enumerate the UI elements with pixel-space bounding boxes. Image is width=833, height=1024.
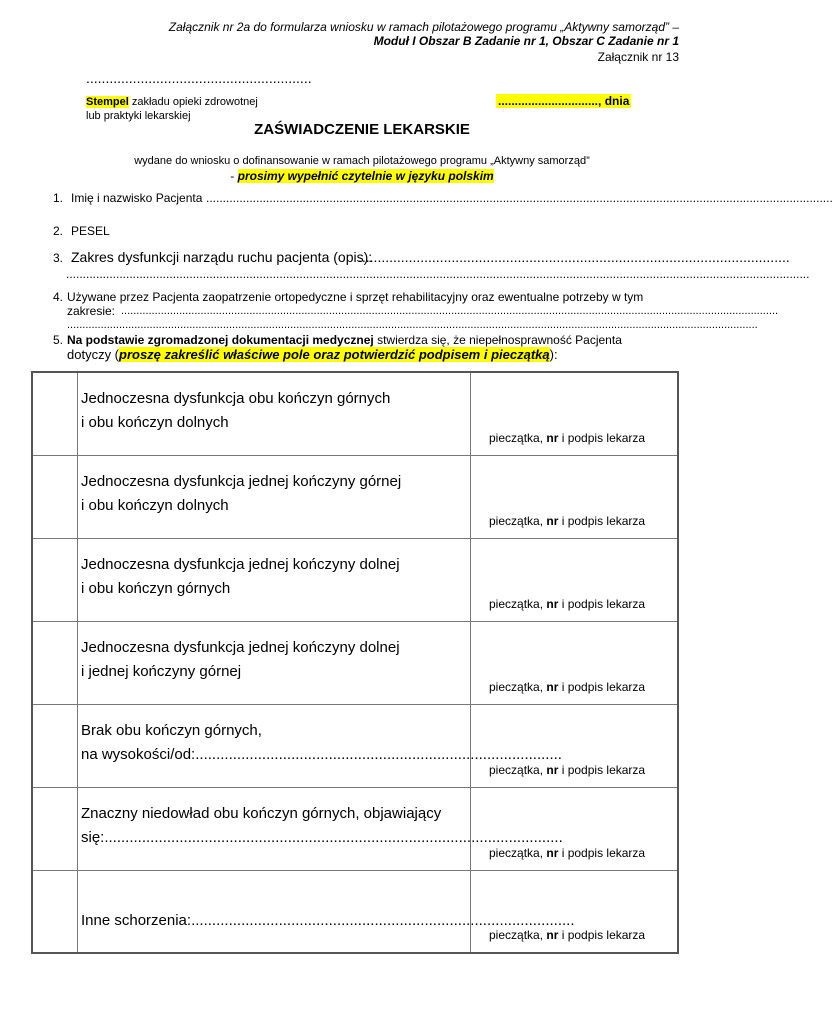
signature-label: pieczątka, nr i podpis lekarza <box>489 596 646 611</box>
option-row <box>32 621 678 704</box>
signature-field[interactable] <box>471 787 679 870</box>
option-text-line1: Brak obu kończyn górnych, <box>81 721 262 739</box>
option-row <box>32 787 678 870</box>
option-text-line2: się: .............................................................................................................. <box>81 826 470 850</box>
signature-field[interactable] <box>471 870 679 953</box>
stempel-highlight: Stempel <box>86 96 129 108</box>
option-text-line1: Jednoczesna dysfunkcja obu kończyn górnych <box>81 390 391 407</box>
fill-instruction-highlight: prosimy wypełnić czytelnie w języku polskim <box>237 169 494 183</box>
signature-field[interactable] <box>471 704 679 787</box>
disability-scope-input-1[interactable]: ............................................................................................................... <box>358 249 790 265</box>
signature-label: pieczątka, nr i podpis lekarza <box>489 845 646 860</box>
stamp-label-line2: lub praktyki lekarskiej <box>86 110 191 122</box>
attachment-number: Załącznik nr 13 <box>597 50 679 64</box>
field-4-number: 4. <box>53 290 64 304</box>
field-5-number: 5. <box>53 333 64 347</box>
option-text-line2: i jednej kończyny górnej <box>81 662 242 680</box>
field-3-label: Zakres dysfunkcji narządu ruchu pacjenta (opis): <box>71 249 373 265</box>
fill-instruction: - prosimy wypełnić czytelnie w języku polskim <box>230 169 494 183</box>
signature-label: pieczątka, nr i podpis lekarza <box>489 762 646 777</box>
option-checkbox[interactable] <box>32 870 78 953</box>
option-checkbox[interactable] <box>32 787 78 870</box>
pesel-label: PESEL <box>71 224 110 238</box>
disability-scope-input-2[interactable]: ............................................................................................................................................................................................................................... <box>66 267 810 281</box>
signature-label: pieczątka, nr i podpis lekarza <box>489 430 646 445</box>
field-4-label: Używane przez Pacjenta zaopatrzenie ortopedyczne i sprzęt rehabilitacyjny oraz ewentualne potrzeby w tym <box>67 290 644 304</box>
amputation-level-input[interactable]: ........................................................................................ <box>195 745 562 763</box>
option-checkbox[interactable] <box>32 538 78 621</box>
equipment-input-1[interactable]: ....................................................................................................................................................................................................................... <box>121 305 779 317</box>
header-line-1: Załącznik nr 2a do formularza wniosku w ramach pilotażowego programu „Aktywny samorząd” – <box>168 20 679 34</box>
signature-label: pieczątka, nr i podpis lekarza <box>489 513 646 528</box>
field-3-number: 3. <box>53 251 64 265</box>
option-row <box>32 704 678 787</box>
option-row <box>32 455 678 538</box>
field-5-statement: Na podstawie zgromadzonej dokumentacji medycznej stwierdza się, że niepełnosprawność Pacjenta <box>67 333 622 347</box>
patient-name-input[interactable]: ............................................................................................................................................................................................ <box>206 191 833 205</box>
document-title: ZAŚWIADCZENIE LEKARSKIE <box>254 121 470 138</box>
field-1-label: Imię i nazwisko Pacjenta <box>71 191 203 205</box>
paresis-symptoms-input[interactable]: .............................................................................................................. <box>104 828 563 846</box>
option-text-line2: i obu kończyn dolnych <box>81 414 229 431</box>
signature-field[interactable] <box>471 621 679 704</box>
option-row <box>32 372 678 455</box>
equipment-input-2[interactable]: .................................................................................................................................................................................................................................. <box>67 319 758 331</box>
signature-field[interactable] <box>471 538 679 621</box>
option-text-line1: Znaczny niedowład obu kończyn górnych, objawiający <box>81 804 442 822</box>
option-text-line1: Jednoczesna dysfunkcja jednej kończyny górnej <box>81 472 402 490</box>
option-text-line1: Jednoczesna dysfunkcja jednej kończyny dolnej <box>81 555 400 573</box>
option-row <box>32 870 678 953</box>
header-line-2: Moduł I Obszar B Zadanie nr 1, Obszar C Zadanie nr 1 <box>373 34 679 48</box>
field-5-line2: dotyczy (proszę zakreślić właściwe pole oraz potwierdzić podpisem i pieczątką): <box>67 347 558 362</box>
signature-label: pieczątka, nr i podpis lekarza <box>489 679 646 694</box>
option-text-line2: i obu kończyn górnych <box>81 579 231 597</box>
option-text-line2: na wysokości/od: ........................................................................................ <box>81 743 470 767</box>
date-field[interactable]: .............................., dnia <box>498 94 630 108</box>
option-checkbox[interactable] <box>32 372 78 455</box>
option-checkbox[interactable] <box>32 455 78 538</box>
option-text-line2: i obu kończyn dolnych <box>81 496 229 514</box>
field-4-label-line2: zakresie: <box>67 304 116 318</box>
signature-field[interactable] <box>471 455 679 538</box>
field-5-instruction-highlight: proszę zakreślić właściwe pole oraz potwierdzić podpisem i pieczątką <box>119 347 550 362</box>
stamp-dotted-line: .......................................................... <box>86 70 312 86</box>
field-1-number: 1. <box>53 191 64 205</box>
field-2-number: 2. <box>53 224 64 238</box>
option-row <box>32 538 678 621</box>
stamp-label: Stempel zakładu opieki zdrowotnej <box>86 96 258 108</box>
other-conditions-input[interactable]: ............................................................................................ <box>191 911 575 929</box>
option-text-line2: Inne schorzenia: ............................................................................................ <box>81 909 470 933</box>
option-text-line1: Jednoczesna dysfunkcja jednej kończyny dolnej <box>81 638 400 656</box>
disability-options-table <box>31 371 679 954</box>
option-checkbox[interactable] <box>32 704 78 787</box>
signature-field[interactable] <box>471 372 679 455</box>
option-checkbox[interactable] <box>32 621 78 704</box>
signature-label: pieczątka, nr i podpis lekarza <box>489 928 646 942</box>
document-subtitle: wydane do wniosku o dofinansowanie w ramach pilotażowego programu „Aktywny samorząd” <box>134 155 590 167</box>
